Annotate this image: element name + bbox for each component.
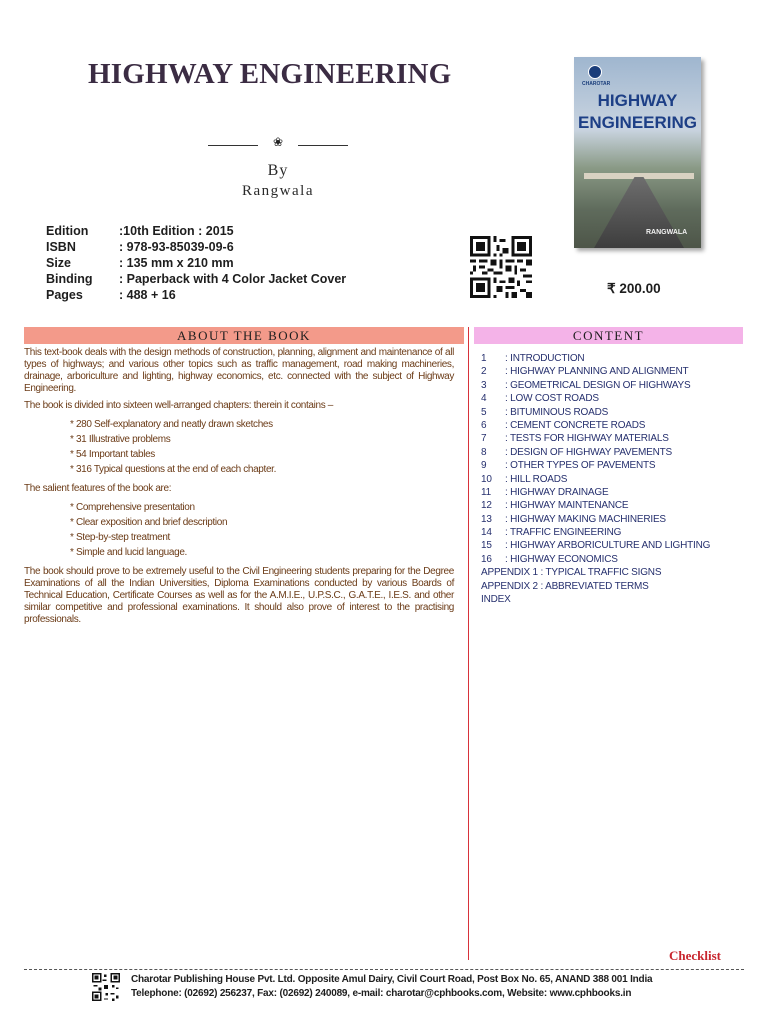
chapter-number: 11 — [481, 486, 491, 498]
toc-item[interactable] — [481, 446, 743, 459]
spec-label: Edition — [46, 224, 89, 238]
chapter-number: 16 — [481, 553, 492, 565]
chapter-title: : HIGHWAY DRAINAGE — [505, 486, 609, 498]
chapter-number: 5 — [481, 406, 487, 418]
by-label: By — [267, 162, 289, 179]
book-title: HIGHWAY ENGINEERING — [88, 58, 452, 90]
author-name: Rangwala — [242, 183, 314, 199]
toc-item[interactable] — [481, 526, 743, 539]
chapter-title: : LOW COST ROADS — [505, 393, 599, 405]
column-divider — [468, 327, 469, 960]
chapter-number: 15 — [481, 540, 492, 552]
chapter-title: : INTRODUCTION — [505, 353, 585, 364]
qr-code-icon[interactable] — [469, 236, 533, 298]
chapter-title: : HIGHWAY PLANNING AND ALIGNMENT — [505, 366, 689, 378]
spec-isbn — [46, 239, 346, 255]
list-item: * Clear exposition and brief description — [70, 517, 228, 528]
chapter-title: : HIGHWAY MAINTENANCE — [505, 500, 629, 512]
toc-item[interactable] — [481, 392, 743, 405]
toc-item[interactable] — [481, 486, 743, 499]
book-specs — [46, 223, 346, 303]
chapter-title: : HILL ROADS — [505, 473, 568, 485]
spec-pages — [46, 287, 346, 303]
contains-list — [24, 417, 454, 477]
about-paragraph: The salient features of the book are: — [24, 483, 172, 494]
spec-binding — [46, 271, 346, 287]
spec-value: : Paperback with 4 Color Jacket Cover — [119, 272, 347, 286]
spec-value: : 488 + 16 — [119, 288, 176, 302]
book-price: ₹ 200.00 — [607, 281, 661, 296]
checklist-link[interactable]: Checklist — [669, 948, 721, 963]
chapter-title: : BITUMINOUS ROADS — [505, 406, 609, 418]
chapter-title: : CEMENT CONCRETE ROADS — [505, 419, 646, 431]
chapter-number: 10 — [481, 473, 492, 485]
toc-item[interactable] — [481, 379, 743, 392]
footer-divider — [24, 969, 744, 970]
toc-appendix-1[interactable]: APPENDIX 1 : TYPICAL TRAFFIC SIGNS — [481, 567, 662, 579]
chapter-number: 8 — [481, 446, 487, 458]
chapter-number: 4 — [481, 393, 487, 405]
list-item: * Simple and lucid language. — [70, 547, 187, 558]
content-heading: CONTENT — [474, 327, 743, 344]
spec-label: ISBN — [46, 240, 76, 254]
chapter-number: 6 — [481, 419, 487, 431]
spec-size — [46, 255, 346, 271]
chapter-number: 3 — [481, 379, 487, 391]
spec-value: :10th Edition : 2015 — [119, 224, 234, 238]
table-of-contents — [481, 352, 743, 606]
chapter-number: 7 — [481, 433, 487, 445]
cover-publisher: CHAROTAR — [582, 81, 611, 87]
list-item: * Step-by-step treatment — [70, 532, 170, 543]
chapter-title: : DESIGN OF HIGHWAY PAVEMENTS — [505, 446, 672, 458]
toc-index[interactable]: INDEX — [481, 594, 511, 606]
spec-label: Binding — [46, 272, 93, 286]
toc-item[interactable] — [481, 352, 743, 365]
book-cover-image — [574, 57, 701, 248]
chapter-number: 13 — [481, 513, 492, 525]
cover-title-line1: HIGHWAY — [597, 91, 678, 110]
toc-appendix-2[interactable]: APPENDIX 2 : ABBREVIATED TERMS — [481, 580, 649, 592]
footer-address: Charotar Publishing House Pvt. Ltd. Opposite Amul Dairy, Civil Court Road, Post Box No. 65, ANAND 388 001 India — [131, 974, 653, 985]
ornament-line-right — [298, 145, 348, 146]
about-section — [24, 347, 454, 631]
chapter-title: : HIGHWAY ARBORICULTURE AND LIGHTING — [505, 540, 711, 552]
chapter-title: : OTHER TYPES OF PAVEMENTS — [505, 460, 656, 472]
toc-item[interactable] — [481, 553, 743, 566]
spec-label: Size — [46, 256, 72, 270]
ornament-line-left — [208, 145, 258, 146]
spec-label: Pages — [46, 288, 83, 302]
toc-item[interactable] — [481, 419, 743, 432]
about-heading: ABOUT THE BOOK — [24, 327, 464, 344]
list-item: * Comprehensive presentation — [70, 502, 195, 513]
toc-item[interactable] — [481, 365, 743, 378]
chapter-number: 14 — [481, 527, 492, 539]
toc-item[interactable] — [481, 473, 743, 486]
toc-item[interactable] — [481, 406, 743, 419]
about-paragraph: The book should prove to be extremely useful to the Civil Engineering students preparing for the Degree Examinations of all the Indian Universities, Diploma Examinations conducted by various Boards of Technical Education, Certificate Courses as well as for the A.M.I.E., U.P.S.C., G.A.T.E., I.E.S. and other similar competitive and professional examinations. It should also prove of interest to the practising professionals. — [24, 566, 454, 625]
chapter-title: : GEOMETRICAL DESIGN OF HIGHWAYS — [505, 379, 691, 391]
list-item: * 280 Self-explanatory and neatly drawn sketches — [70, 419, 273, 430]
spec-edition — [46, 223, 346, 239]
cover-author: RANGWALA — [646, 229, 688, 236]
toc-item[interactable] — [481, 432, 743, 445]
chapter-number: 9 — [481, 460, 487, 472]
title-ornament — [208, 135, 348, 154]
chapter-number: 2 — [481, 366, 487, 378]
list-item: * 316 Typical questions at the end of each chapter. — [70, 464, 277, 475]
list-item: * 54 Important tables — [70, 449, 155, 460]
toc-item[interactable] — [481, 513, 743, 526]
chapter-title: : TESTS FOR HIGHWAY MATERIALS — [505, 433, 669, 445]
spec-value: : 978-93-85039-09-6 — [119, 240, 234, 254]
flower-icon: ❀ — [272, 135, 284, 149]
publisher-footer — [131, 973, 652, 1001]
cover-road — [594, 177, 684, 248]
chapter-number: 12 — [481, 500, 492, 512]
chapter-number: 1 — [481, 353, 487, 364]
list-item: * 31 Illustrative problems — [70, 434, 171, 445]
about-paragraph: This text-book deals with the design methods of construction, planning, alignment and maintenance of all types of highways; and various other topics such as traffic management, road making machineries, drainage, arboriculture and lighting, highway economics, etc. connected with the subject of Highway Engineering. — [24, 347, 454, 394]
about-paragraph: The book is divided into sixteen well-arranged chapters: therein it contains – — [24, 400, 333, 411]
features-list — [24, 500, 454, 560]
footer-qr-code-icon[interactable] — [92, 973, 120, 1001]
toc-item[interactable] — [481, 499, 743, 512]
spec-value: : 135 mm x 210 mm — [119, 256, 234, 270]
toc-item[interactable] — [481, 459, 743, 472]
chapter-title: : HIGHWAY MAKING MACHINERIES — [505, 513, 666, 525]
footer-contact: Telephone: (02692) 256237, Fax: (02692) 240089, e-mail: charotar@cphbooks.com, Website: www.cphbooks.in — [131, 988, 632, 999]
toc-item[interactable] — [481, 539, 743, 552]
chapter-title: : HIGHWAY ECONOMICS — [505, 553, 618, 565]
chapter-title: : TRAFFIC ENGINEERING — [505, 527, 622, 539]
cover-title-line2: ENGINEERING — [577, 113, 698, 132]
publisher-logo-icon — [588, 65, 602, 79]
